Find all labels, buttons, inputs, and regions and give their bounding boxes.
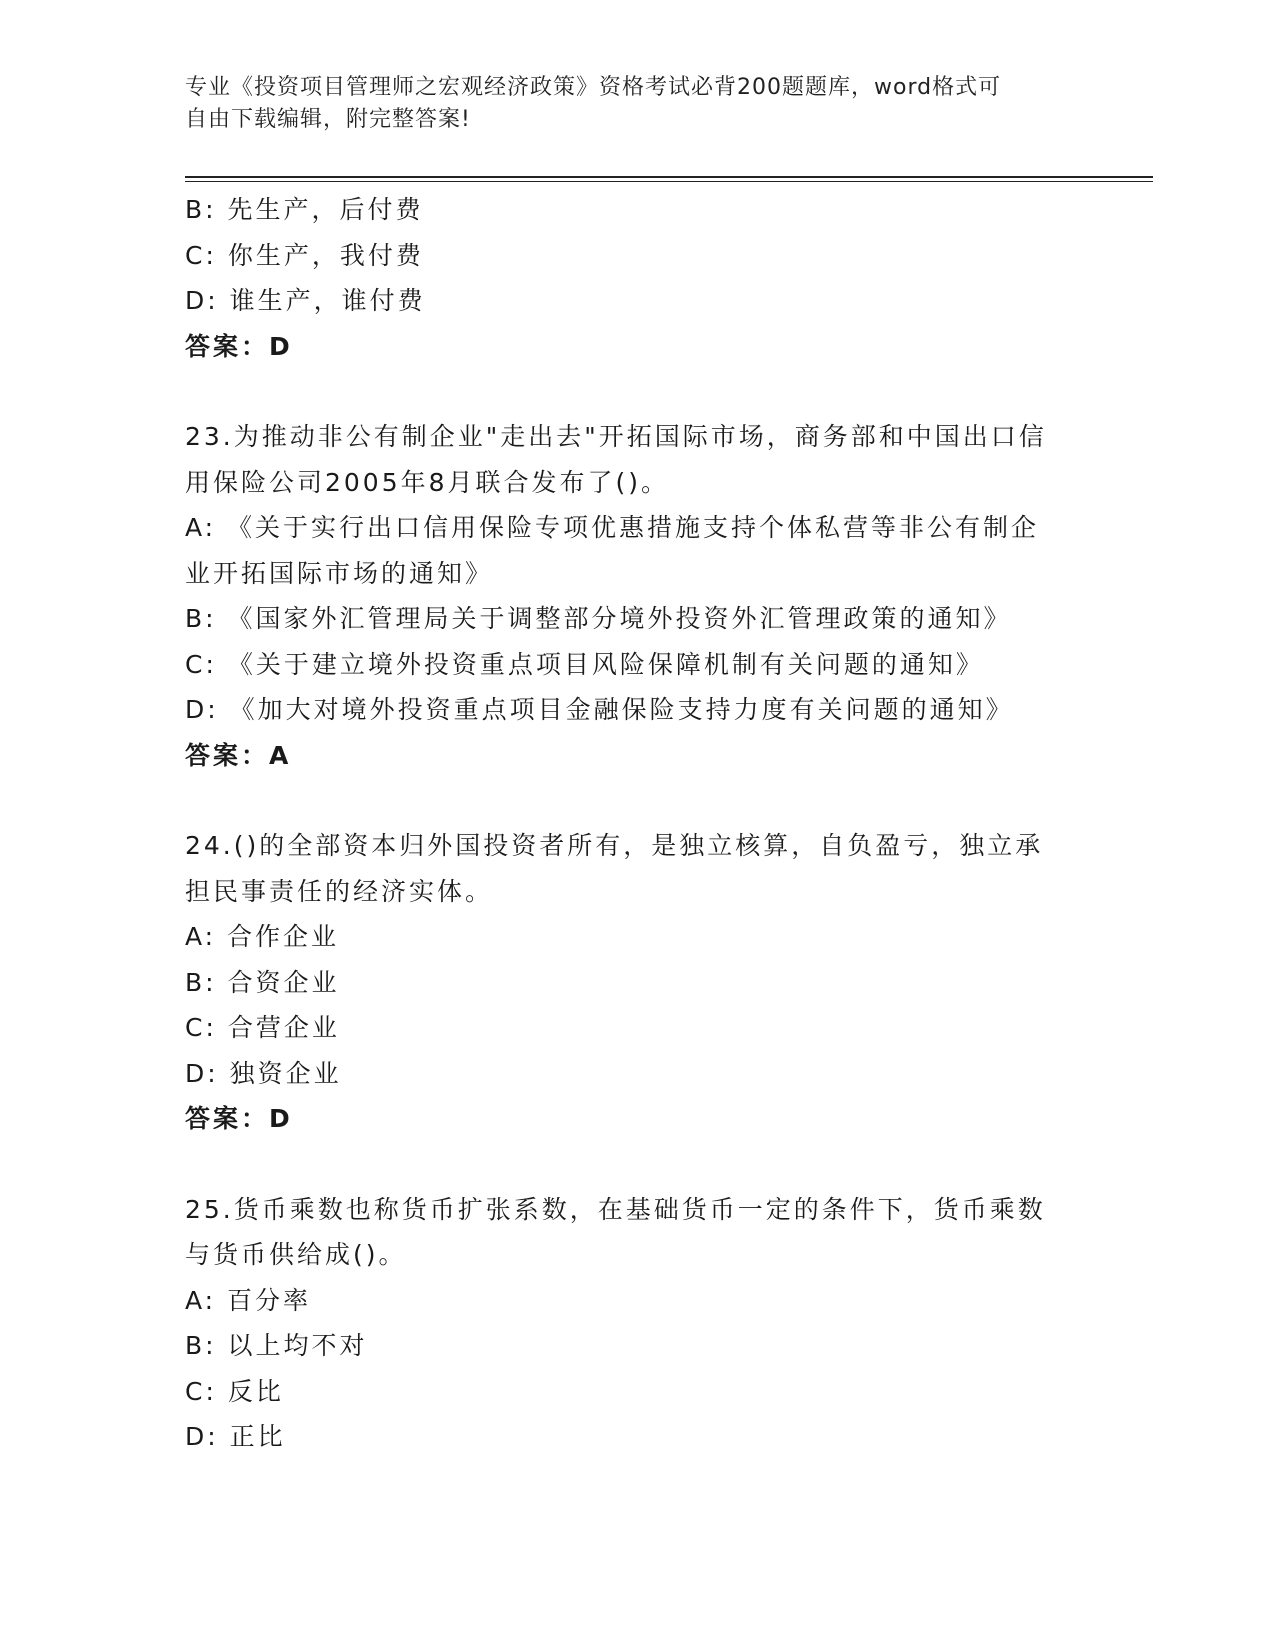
question-stem: 与货币供给成()。	[185, 1240, 407, 1269]
question-stem: 24.()的全部资本归外国投资者所有，是独立核算，自负盈亏，独立承	[185, 831, 1044, 860]
option-a: A: 《关于实行出口信用保险专项优惠措施支持个体私营等非公有制企	[185, 513, 1040, 542]
option-d: D: 独资企业	[185, 1058, 342, 1088]
question-25	[185, 1187, 1085, 1460]
header-line-2: 自由下载编辑，附完整答案!	[185, 107, 471, 132]
option-a-continued: 业开拓国际市场的通知》	[185, 558, 494, 588]
question-stem: 25.货币乘数也称货币扩张系数，在基础货币一定的条件下，货币乘数	[185, 1194, 1046, 1224]
question-24	[185, 823, 1085, 1142]
option-d: D: 《加大对境外投资重点项目金融保险支持力度有关问题的通知》	[185, 695, 1014, 724]
header-line-1: 专业《投资项目管理师之宏观经济政策》资格考试必背200题题库，word格式可	[185, 75, 1002, 100]
answer-line: 答案：D	[185, 1104, 293, 1133]
header-rule-thick	[185, 176, 1153, 178]
option-a: A: 合作企业	[185, 922, 340, 951]
option-a: A: 百分率	[185, 1285, 312, 1315]
question-23	[185, 414, 1085, 778]
page-header	[185, 72, 1065, 136]
header-rule-thin	[185, 181, 1153, 182]
question-stem: 担民事责任的经济实体。	[185, 876, 494, 906]
option-b: B: 《国家外汇管理局关于调整部分境外投资外汇管理政策的通知》	[185, 604, 1012, 633]
option-c: C: 合营企业	[185, 1013, 340, 1042]
option-b: B: 先生产，后付费	[185, 195, 424, 224]
option-c: C: 你生产，我付费	[185, 240, 424, 270]
question-stem: 23.为推动非公有制企业"走出去"开拓国际市场，商务部和中国出口信	[185, 422, 1047, 451]
spacer	[185, 1142, 1085, 1187]
option-b: B: 以上均不对	[185, 1331, 368, 1360]
document-body	[185, 187, 1085, 1460]
spacer	[185, 778, 1085, 823]
answer-line: 答案：A	[185, 740, 292, 770]
option-d: D: 正比	[185, 1422, 286, 1451]
spacer	[185, 369, 1085, 414]
question-22-continued	[185, 187, 1085, 369]
option-b: B: 合资企业	[185, 967, 340, 997]
question-stem: 用保险公司2005年8月联合发布了()。	[185, 467, 670, 497]
answer-line: 答案：D	[185, 331, 293, 361]
option-d: D: 谁生产，谁付费	[185, 286, 426, 315]
option-c: C: 《关于建立境外投资重点项目风险保障机制有关问题的通知》	[185, 649, 984, 679]
option-c: C: 反比	[185, 1376, 284, 1406]
